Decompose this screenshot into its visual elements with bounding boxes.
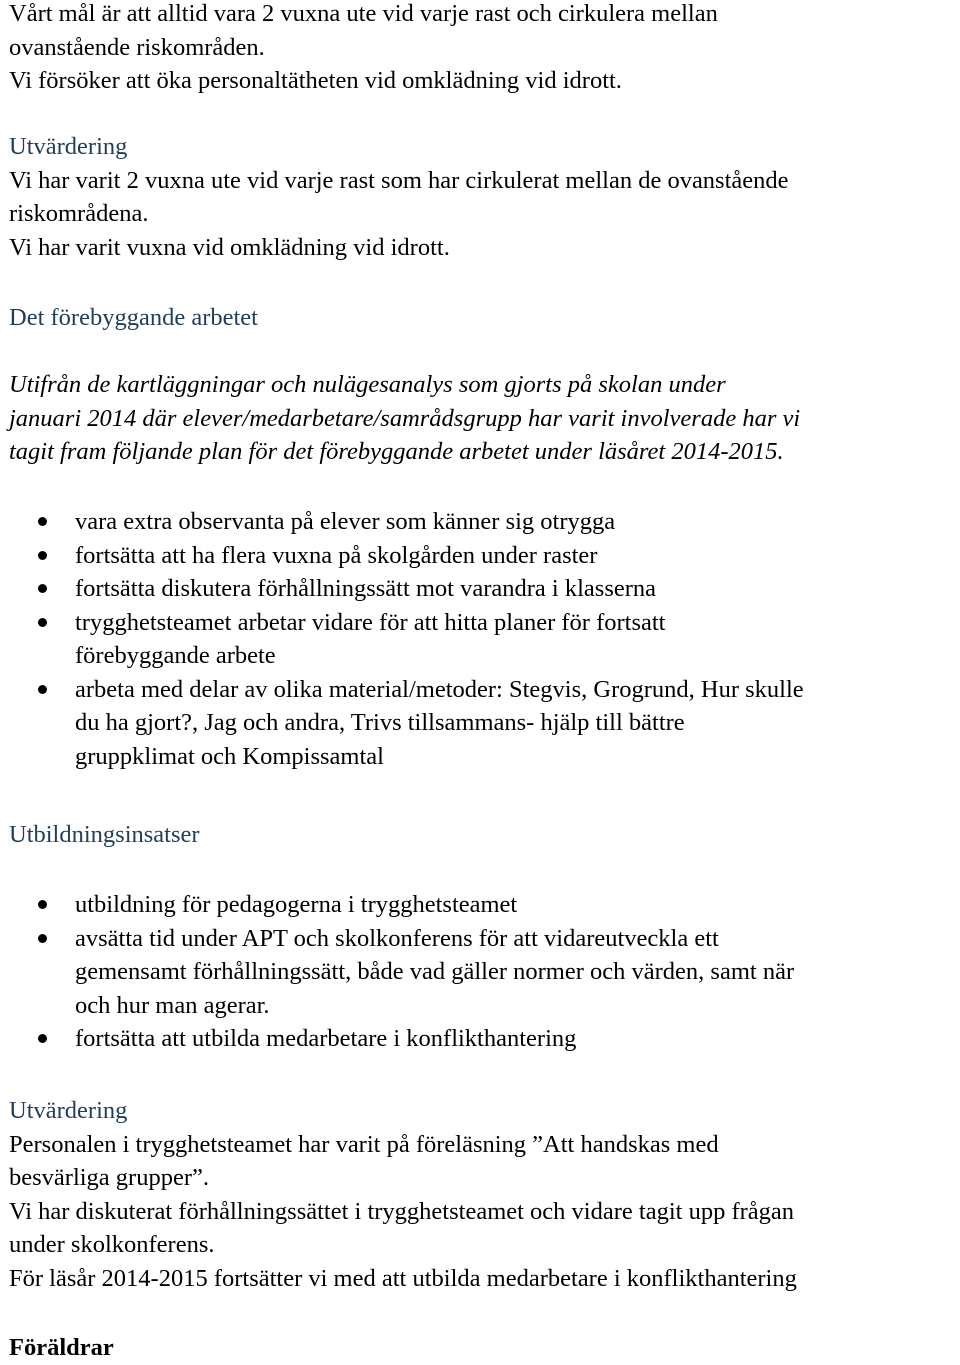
list-item-text: trygghetsteamet arbetar vidare för att hitta planer för fortsatt — [75, 608, 666, 636]
evaluation-line: under skolkonferens. — [9, 1231, 215, 1258]
training-bullet-list — [0, 888, 960, 1056]
intro-line: Vi försöker att öka personaltätheten vid omklädning vid idrott. — [9, 67, 622, 94]
bullet-icon — [38, 1034, 47, 1043]
preventive-intro-line: januari 2014 där elever/medarbetare/samrådsgrupp har varit involverade har vi — [9, 404, 801, 432]
training-heading: Utbildningsinsatser — [9, 821, 200, 848]
bullet-icon — [38, 618, 47, 627]
bullet-icon — [38, 584, 47, 593]
preventive-intro-line: tagit fram följande plan för det förebyggande arbetet under läsåret 2014-2015. — [9, 438, 784, 465]
list-item-text: gruppklimat och Kompissamtal — [75, 742, 384, 770]
list-item-text: vara extra observanta på elever som känner sig otrygga — [75, 508, 616, 535]
list-item-text: fortsätta diskutera förhållningssätt mot varandra i klasserna — [75, 575, 657, 602]
list-item — [0, 505, 960, 539]
preventive-intro — [9, 368, 800, 469]
list-item — [0, 1022, 960, 1056]
evaluation-heading: Utvärdering — [9, 1097, 128, 1124]
intro-paragraph — [9, 0, 718, 98]
parents-heading: Föräldrar — [9, 1334, 114, 1361]
list-item — [0, 922, 960, 1023]
list-item — [0, 606, 960, 673]
list-item — [0, 539, 960, 573]
list-item-text: gemensamt förhållningssätt, både vad gäller normer och värden, samt när — [75, 958, 795, 985]
list-item-text: du ha gjort?, Jag och andra, Trivs tillsammans- hjälp till bättre — [75, 709, 685, 736]
evaluation-section-2 — [9, 1094, 797, 1295]
evaluation-line: Vi har varit vuxna vid omklädning vid idrott. — [9, 233, 450, 261]
list-item-text: arbeta med delar av olika material/metoder: Stegvis, Grogrund, Hur skulle — [75, 675, 804, 703]
evaluation-section-1 — [9, 130, 789, 264]
evaluation-line: Vi har diskuterat förhållningssättet i trygghetsteamet och vidare tagit upp frågan — [9, 1197, 795, 1225]
bullet-icon — [38, 934, 47, 943]
bullet-icon — [38, 551, 47, 560]
intro-line: Vårt mål är att alltid vara 2 vuxna ute vid varje rast och cirkulera mellan — [9, 0, 718, 27]
list-item-text: och hur man agerar. — [75, 991, 270, 1019]
list-item-text: avsätta tid under APT och skolkonferens för att vidareutveckla ett — [75, 924, 719, 952]
list-item-text: fortsätta att utbilda medarbetare i konflikthantering — [75, 1025, 577, 1052]
bullet-icon — [38, 900, 47, 909]
list-item-text: förebyggande arbete — [75, 642, 276, 669]
list-item — [0, 673, 960, 774]
intro-line: ovanstående riskområden. — [9, 33, 265, 61]
list-item-text: utbildning för pedagogerna i trygghetsteamet — [75, 891, 518, 918]
list-item — [0, 888, 960, 922]
evaluation-line: Vi har varit 2 vuxna ute vid varje rast som har cirkulerat mellan de ovanstående — [9, 166, 789, 194]
evaluation-line: riskområdena. — [9, 200, 149, 227]
evaluation-line: För läsår 2014-2015 fortsätter vi med att utbilda medarbetare i konflikthantering — [9, 1264, 797, 1292]
preventive-intro-line: Utifrån de kartläggningar och nulägesanalys som gjorts på skolan under — [9, 371, 726, 398]
list-item-text: fortsätta att ha flera vuxna på skolgården under raster — [75, 541, 598, 569]
evaluation-line: besvärliga grupper”. — [9, 1164, 209, 1191]
preventive-bullet-list — [0, 505, 960, 773]
preventive-heading: Det förebyggande arbetet — [9, 304, 258, 331]
bullet-icon — [38, 685, 47, 694]
evaluation-heading: Utvärdering — [9, 133, 128, 160]
list-item — [0, 572, 960, 606]
bullet-icon — [38, 517, 47, 526]
evaluation-line: Personalen i trygghetsteamet har varit på föreläsning ”Att handskas med — [9, 1130, 719, 1158]
